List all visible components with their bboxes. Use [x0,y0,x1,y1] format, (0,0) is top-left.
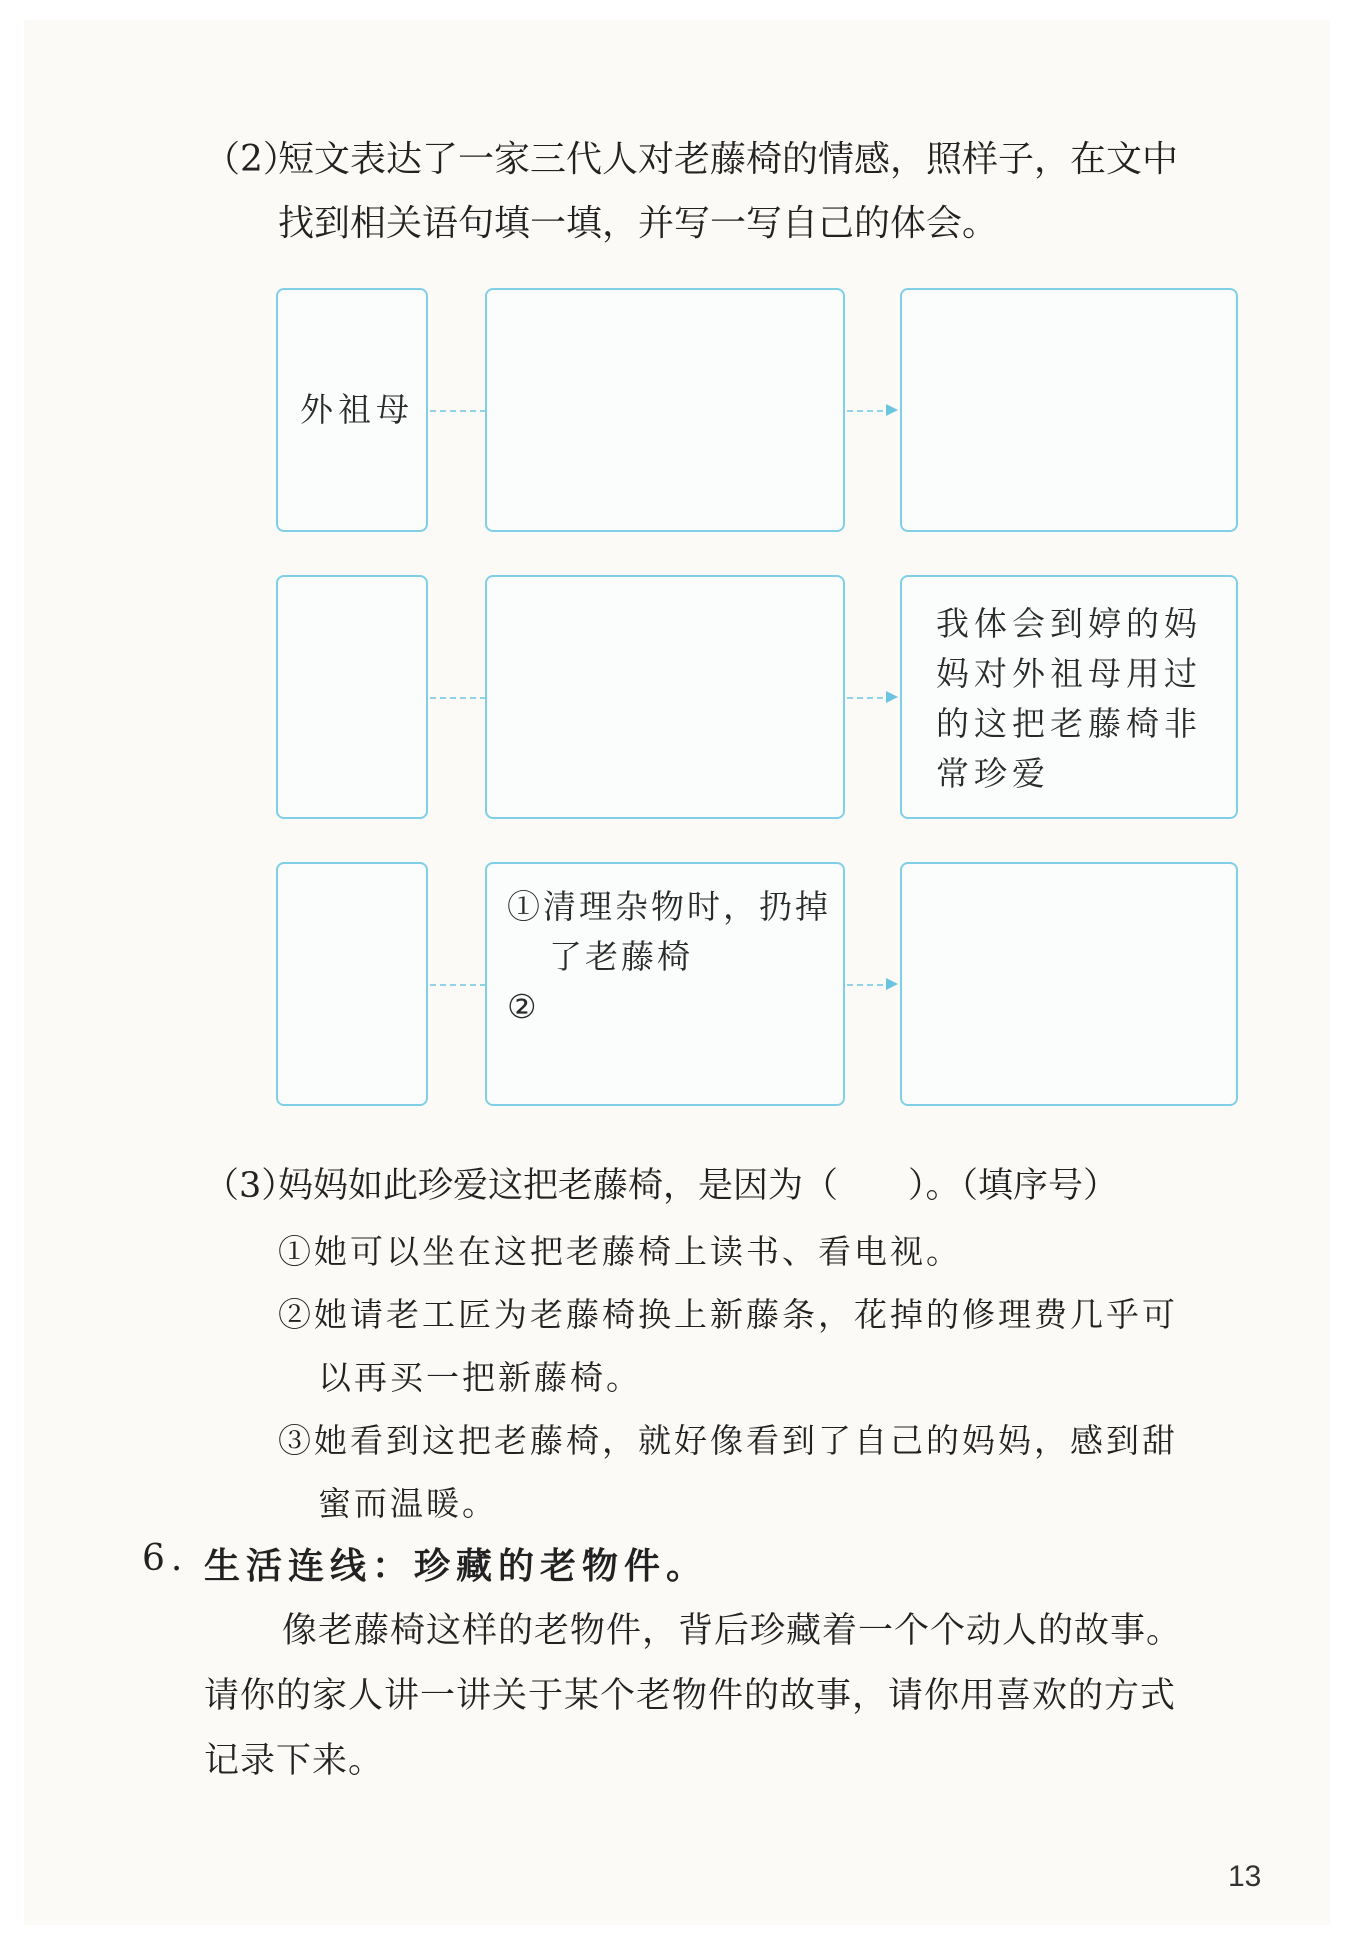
row1-feeling-box[interactable] [900,288,1238,532]
q3-text: 妈妈如此珍爱这把老藤椅，是因为（ ）。（填序号） [278,1166,1119,1206]
q2-line1: 短文表达了一家三代人对老藤椅的情感，照样子，在文中 [278,139,1179,180]
row3-event-line-1: ①清理杂物时，扔掉 [507,887,831,926]
row2-person-box[interactable] [276,575,428,819]
row1-person-box[interactable] [276,288,428,532]
row2-feeling-line-1: 我体会到婷的妈 [936,604,1202,643]
section-6-title: 生活连线：珍藏的老物件。 [204,1546,709,1587]
section-6-number: 6. [142,1538,189,1579]
row1-connector-1 [430,410,486,412]
section-6-line-3: 记录下来。 [204,1741,385,1781]
row1-event-box[interactable] [485,288,845,532]
row1-person-label: 外祖母 [300,390,414,429]
row3-feeling-box[interactable] [900,862,1238,1106]
section-6-line-1: 像老藤椅这样的老物件，背后珍藏着一个个动人的故事。 [282,1611,1183,1651]
workbook-page [24,20,1330,1925]
row2-connector-1 [430,697,486,699]
q3-option-3-line-1[interactable]: ③她看到这把老藤椅，就好像看到了自己的妈妈，感到甜 [278,1421,1178,1460]
q2-line2: 找到相关语句填一填，并写一写自己的体会。 [278,203,999,244]
row2-feeling-line-2: 妈对外祖母用过 [936,654,1202,693]
row2-arrow-icon [886,691,898,703]
q3-option-3-line-2: 蜜而温暖。 [318,1484,498,1523]
q2-prefix: （2） [204,139,299,180]
q3-option-2-line-2: 以再买一把新藤椅。 [318,1358,642,1397]
row1-arrow-icon [886,404,898,416]
q3-option-2-line-1[interactable]: ②她请老工匠为老藤椅换上新藤条，花掉的修理费几乎可 [278,1295,1178,1334]
row3-person-box[interactable] [276,862,428,1106]
q3-prefix: （3） [204,1166,297,1206]
row2-feeling-box[interactable] [900,575,1238,819]
page-number: 13 [1228,1860,1262,1893]
row3-event-line-2: 了老藤椅 [549,937,693,976]
row3-event-box[interactable] [485,862,845,1106]
row3-event-line-3: ② [507,987,542,1026]
row3-connector-1 [430,984,486,986]
row2-feeling-line-4: 常珍爱 [936,754,1050,793]
row2-event-box[interactable] [485,575,845,819]
section-6-line-2: 请你的家人讲一讲关于某个老物件的故事，请你用喜欢的方式 [204,1676,1177,1716]
q3-option-1[interactable]: ①她可以坐在这把老藤椅上读书、看电视。 [278,1232,962,1271]
row3-arrow-icon [886,978,898,990]
row2-feeling-line-3: 的这把老藤椅非 [936,704,1202,743]
